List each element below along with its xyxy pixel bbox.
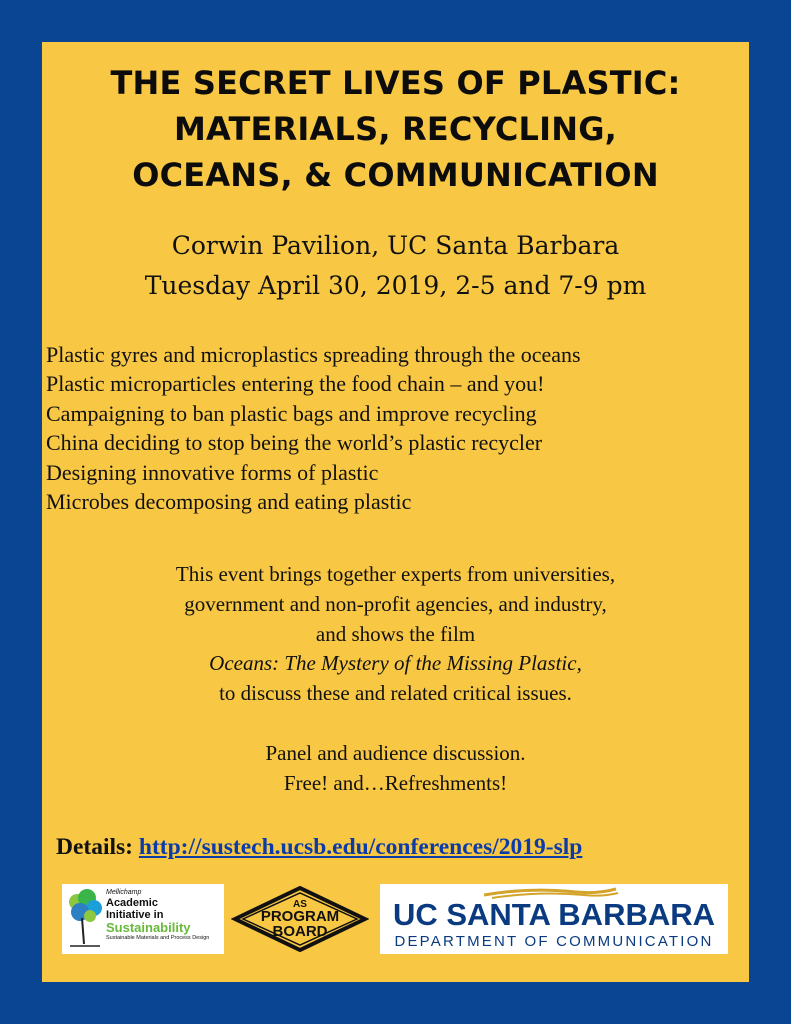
svg-text:BOARD: BOARD [272,923,328,940]
description-line: to discuss these and related critical issues. [219,681,572,706]
event-notes [42,738,749,798]
ucsb-logo [380,884,728,954]
topics-list [46,340,746,516]
event-title [42,60,749,198]
notes-line: Free! and…Refreshments! [283,771,508,795]
venue-datetime: Tuesday April 30, 2019, 2-5 and 7-9 pm [144,271,647,300]
details-link[interactable]: http://sustech.ucsb.edu/conferences/2019-slp [138,834,583,860]
as-program-board-logo [231,886,369,952]
film-title: Oceans: The Mystery of the Missing Plastic, [209,651,582,676]
ucsb-name: UC SANTA BARBARA [392,897,716,932]
list-item: Plastic microparticles entering the food chain – and you! [46,371,545,397]
list-item: Plastic gyres and microplastics spreading through the oceans [46,342,581,367]
details-row [56,832,746,862]
title-line-1: THE SECRET LIVES OF PLASTIC: [110,64,681,102]
svg-text:AS: AS [293,899,307,910]
event-venue [42,226,749,306]
list-item: Microbes decomposing and eating plastic [46,489,412,515]
sponsor-logos [42,880,749,962]
aiis-wordmark: Mellichamp Academic Initiative in Sustainability Sustainable Materials and Process Design [106,889,210,941]
event-description [42,560,749,709]
list-item: China deciding to stop being the world’s plastic recycler [46,430,543,456]
list-item: Campaigning to ban plastic bags and improve recycling [46,400,537,426]
details-label: Details: [56,834,134,860]
svg-text:PROGRAM: PROGRAM [260,908,340,925]
description-line: and shows the film [315,621,476,646]
poster [42,42,749,982]
list-item: Designing innovative forms of plastic [46,459,379,485]
tree-icon [62,884,106,954]
title-line-2: MATERIALS, RECYCLING, [173,110,618,148]
ucsb-department: DEPARTMENT OF COMMUNICATION [394,933,714,950]
venue-location: Corwin Pavilion, UC Santa Barbara [171,231,620,260]
description-line: government and non-profit agencies, and industry, [184,591,607,616]
description-line: This event brings together experts from universities, [175,562,616,586]
notes-line: Panel and audience discussion. [265,741,526,765]
aiis-logo [62,884,224,954]
title-line-3: OCEANS, & COMMUNICATION [132,156,659,194]
